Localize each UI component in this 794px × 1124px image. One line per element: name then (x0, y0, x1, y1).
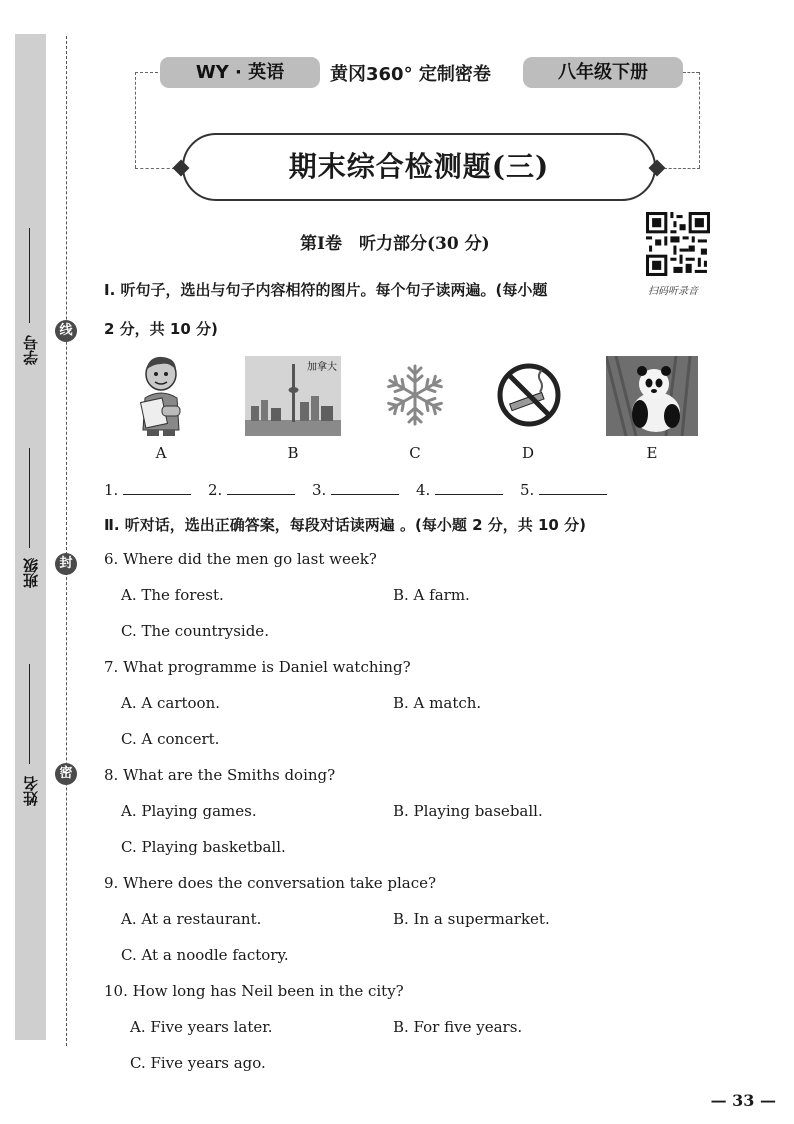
header-vdash-right (699, 72, 700, 168)
picture-a-boy-reading (135, 352, 187, 438)
page-title: 期末综合检测题(三) (182, 133, 656, 201)
blank-line[interactable] (227, 479, 295, 495)
series-name: 黄冈360° 定制密卷 (330, 64, 491, 85)
question-9-option-c[interactable]: C. At a noodle factory. (121, 946, 289, 964)
question-9-option-b[interactable]: B. In a supermarket. (393, 910, 550, 928)
name-label: 姓名 (22, 776, 40, 806)
binding-strip (15, 34, 46, 1040)
grade-pill: 八年级下册 (523, 57, 683, 88)
question-8-option-a[interactable]: A. Playing games. (121, 802, 257, 820)
qr-caption: 扫码听录音 (648, 286, 698, 297)
blank-number: 2. (208, 481, 223, 499)
question-7: 7. What programme is Daniel watching? (104, 658, 411, 676)
answer-blank-2[interactable] (208, 479, 295, 499)
blank-number: 1. (104, 481, 119, 499)
answer-blank-3[interactable] (312, 479, 399, 499)
question-6-option-b[interactable]: B. A farm. (393, 586, 470, 604)
header-dash-left (135, 72, 163, 73)
question-10: 10. How long has Neil been in the city? (104, 982, 404, 1000)
picture-e-panda (606, 356, 698, 436)
question-7-option-a[interactable]: A. A cartoon. (121, 694, 221, 712)
part2-instruction: Ⅱ. 听对话，选出正确答案，每段对话读两遍 。(每小题 2 分，共 10 分) (104, 516, 586, 534)
picture-letter-b: B (287, 444, 299, 462)
answer-blank-4[interactable] (416, 479, 503, 499)
qr-code-icon[interactable] (646, 212, 710, 276)
picture-b-canada-skyline (245, 356, 341, 436)
question-9: 9. Where does the conversation take place? (104, 874, 437, 892)
blank-number: 4. (416, 481, 431, 499)
blank-line[interactable] (123, 479, 191, 495)
student-no-label: 学号 (22, 335, 40, 365)
class-line[interactable] (29, 448, 30, 548)
name-line[interactable] (29, 664, 30, 764)
question-7-option-b[interactable]: B. A match. (393, 694, 482, 712)
question-9-option-a[interactable]: A. At a restaurant. (121, 910, 262, 928)
question-10-option-a[interactable]: A. Five years later. (130, 1018, 273, 1036)
header-vdash-left (135, 72, 136, 168)
question-8-option-b[interactable]: B. Playing baseball. (393, 802, 543, 820)
binding-cut-line (66, 36, 67, 1046)
question-6-option-c[interactable]: C. The countryside. (121, 622, 269, 640)
picture-letter-c: C (409, 444, 421, 462)
question-8: 8. What are the Smiths doing? (104, 766, 336, 784)
part-title: 第Ⅰ卷 听力部分(30 分) (300, 234, 490, 254)
part1-instruction-cont: 2 分，共 10 分) (104, 320, 218, 338)
student-no-line[interactable] (29, 228, 30, 323)
seal-secret-mark: 密 (55, 763, 77, 785)
picture-letter-e: E (646, 444, 658, 462)
answer-blank-5[interactable] (520, 479, 607, 499)
blank-number: 3. (312, 481, 327, 499)
page-number: — 33 — (710, 1091, 776, 1110)
picture-d-no-smoking-icon (496, 362, 562, 428)
class-label: 班级 (22, 558, 40, 588)
seal-seal-mark: 封 (55, 553, 77, 575)
question-8-option-c[interactable]: C. Playing basketball. (121, 838, 286, 856)
subject-pill: WY · 英语 (160, 57, 320, 88)
picture-b-caption: 加拿大 (307, 362, 337, 373)
question-10-option-c[interactable]: C. Five years ago. (130, 1054, 266, 1072)
blank-line[interactable] (331, 479, 399, 495)
blank-line[interactable] (539, 479, 607, 495)
blank-number: 5. (520, 481, 535, 499)
question-7-option-c[interactable]: C. A concert. (121, 730, 220, 748)
picture-letter-d: D (521, 444, 535, 462)
picture-c-snowflake-icon (383, 362, 447, 428)
header-dash-left-low (135, 168, 175, 169)
question-10-option-b[interactable]: B. For five years. (393, 1018, 523, 1036)
seal-line-mark: 线 (55, 320, 77, 342)
question-6: 6. Where did the men go last week? (104, 550, 377, 568)
question-6-option-a[interactable]: A. The forest. (121, 586, 224, 604)
header-dash-right-low (664, 168, 700, 169)
blank-line[interactable] (435, 479, 503, 495)
answer-blank-1[interactable] (104, 479, 191, 499)
part1-instruction: Ⅰ. 听句子，选出与句子内容相符的图片。每个句子读两遍。(每小题 (104, 281, 548, 299)
header-dash-right (683, 72, 699, 73)
picture-letter-a: A (155, 444, 167, 462)
